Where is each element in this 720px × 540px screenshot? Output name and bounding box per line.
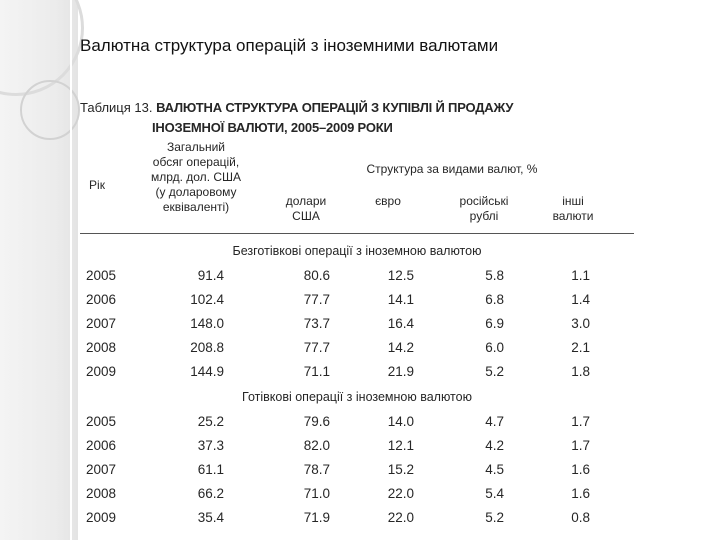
table-row bbox=[80, 316, 634, 338]
cell-year: 2007 bbox=[86, 462, 117, 477]
cell-usd: 71.9 bbox=[303, 510, 330, 525]
cell-eur: 14.0 bbox=[387, 414, 414, 429]
cell-rub: 4.2 bbox=[485, 438, 504, 453]
cell-other: 3.0 bbox=[571, 316, 590, 331]
cell-usd: 71.1 bbox=[303, 364, 330, 379]
cell-year: 2005 bbox=[86, 268, 117, 283]
cell-other: 1.8 bbox=[571, 364, 590, 379]
cell-other: 1.7 bbox=[571, 414, 590, 429]
cell-eur: 22.0 bbox=[387, 486, 414, 501]
table-row bbox=[80, 340, 634, 362]
header-eur: євро bbox=[375, 194, 401, 208]
header-rule bbox=[80, 233, 634, 234]
cell-rub: 6.9 bbox=[485, 316, 504, 331]
cell-other: 2.1 bbox=[571, 340, 590, 355]
cell-usd: 80.6 bbox=[303, 268, 330, 283]
table-row bbox=[80, 292, 634, 314]
cell-rub: 5.8 bbox=[485, 268, 504, 283]
table-row bbox=[80, 462, 634, 484]
header-usd: долари США bbox=[285, 194, 327, 223]
header-rub: російські рублі bbox=[459, 194, 509, 223]
cell-usd: 78.7 bbox=[303, 462, 330, 477]
table-row bbox=[80, 268, 634, 290]
cell-rub: 5.4 bbox=[485, 486, 504, 501]
header-other: інші валюти bbox=[552, 194, 594, 223]
data-table bbox=[80, 96, 640, 540]
cell-year: 2009 bbox=[86, 364, 117, 379]
cell-rub: 4.7 bbox=[485, 414, 504, 429]
table-caption-label: Таблиця 13. bbox=[80, 100, 153, 115]
cell-eur: 16.4 bbox=[387, 316, 414, 331]
table-caption bbox=[80, 100, 513, 115]
cell-eur: 14.2 bbox=[387, 340, 414, 355]
section-title-noncash: Безготівкові операції з іноземною валютою bbox=[232, 244, 482, 258]
table-row bbox=[80, 438, 634, 460]
header-volume: Загальний обсяг операцій, млрд. дол. США (у доларовому еквіваленті) bbox=[150, 140, 242, 214]
cell-usd: 77.7 bbox=[303, 340, 330, 355]
header-year: Рік bbox=[89, 178, 105, 192]
cell-eur: 22.0 bbox=[387, 510, 414, 525]
cell-usd: 79.6 bbox=[303, 414, 330, 429]
cell-usd: 73.7 bbox=[303, 316, 330, 331]
cell-rub: 6.8 bbox=[485, 292, 504, 307]
cell-rub: 5.2 bbox=[485, 510, 504, 525]
cell-rub: 4.5 bbox=[485, 462, 504, 477]
cell-other: 1.6 bbox=[571, 486, 590, 501]
cell-volume: 37.3 bbox=[197, 438, 224, 453]
cell-eur: 15.2 bbox=[387, 462, 414, 477]
cell-usd: 71.0 bbox=[303, 486, 330, 501]
cell-eur: 14.1 bbox=[387, 292, 414, 307]
cell-eur: 12.5 bbox=[387, 268, 414, 283]
cell-volume: 208.8 bbox=[190, 340, 224, 355]
table-row bbox=[80, 486, 634, 508]
cell-eur: 21.9 bbox=[387, 364, 414, 379]
cell-year: 2005 bbox=[86, 414, 117, 429]
cell-other: 0.8 bbox=[571, 510, 590, 525]
table-caption-title: ВАЛЮТНА СТРУКТУРА ОПЕРАЦІЙ З КУПІВЛІ Й ПРОДАЖУ bbox=[156, 100, 514, 115]
cell-eur: 12.1 bbox=[387, 438, 414, 453]
cell-volume: 148.0 bbox=[190, 316, 224, 331]
cell-year: 2008 bbox=[86, 486, 117, 501]
cell-year: 2009 bbox=[86, 510, 117, 525]
decorative-divider bbox=[70, 0, 72, 540]
cell-year: 2008 bbox=[86, 340, 117, 355]
cell-volume: 66.2 bbox=[197, 486, 224, 501]
section-title-cash: Готівкові операції з іноземною валютою bbox=[242, 390, 472, 404]
header-structure: Структура за видами валют, % bbox=[366, 162, 538, 176]
cell-rub: 5.2 bbox=[485, 364, 504, 379]
cell-other: 1.1 bbox=[571, 268, 590, 283]
slide-title: Валютна структура операцій з іноземними валютами bbox=[80, 36, 499, 55]
cell-volume: 144.9 bbox=[190, 364, 224, 379]
cell-year: 2007 bbox=[86, 316, 117, 331]
cell-usd: 82.0 bbox=[303, 438, 330, 453]
cell-other: 1.6 bbox=[571, 462, 590, 477]
cell-volume: 91.4 bbox=[197, 268, 224, 283]
table-caption-title-line2: ІНОЗЕМНОЇ ВАЛЮТИ, 2005–2009 РОКИ bbox=[152, 120, 393, 135]
table-row bbox=[80, 510, 634, 532]
cell-volume: 102.4 bbox=[190, 292, 224, 307]
table-row bbox=[80, 414, 634, 436]
cell-year: 2006 bbox=[86, 438, 117, 453]
cell-rub: 6.0 bbox=[485, 340, 504, 355]
cell-volume: 25.2 bbox=[197, 414, 224, 429]
cell-year: 2006 bbox=[86, 292, 117, 307]
cell-volume: 61.1 bbox=[197, 462, 224, 477]
cell-other: 1.4 bbox=[571, 292, 590, 307]
cell-volume: 35.4 bbox=[197, 510, 224, 525]
cell-other: 1.7 bbox=[571, 438, 590, 453]
cell-usd: 77.7 bbox=[303, 292, 330, 307]
table-row bbox=[80, 364, 634, 386]
